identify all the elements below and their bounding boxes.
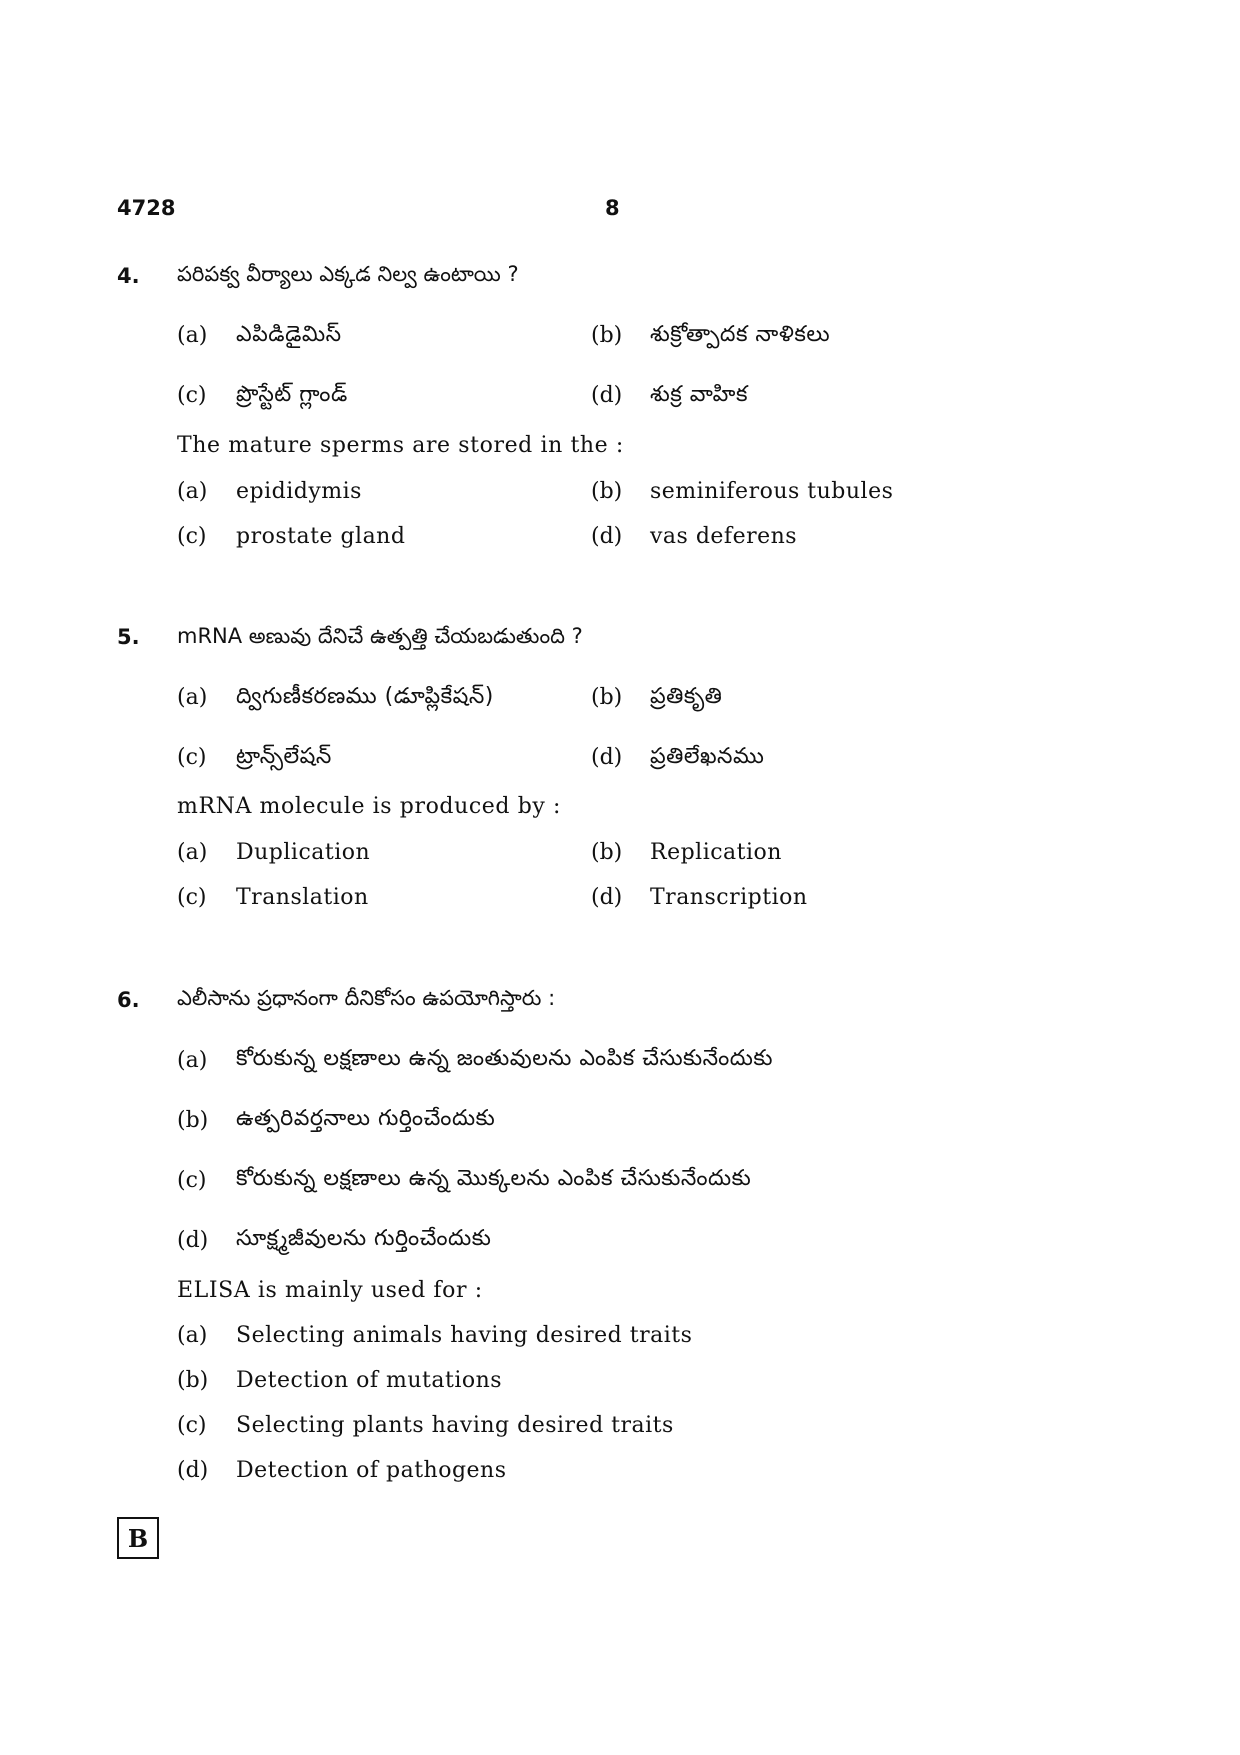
english-option-a: Selecting animals having desired traits xyxy=(236,1323,693,1348)
option-label: (b) xyxy=(591,323,623,348)
english-option-b: seminiferous tubules xyxy=(650,479,894,504)
telugu-option-a: ద్విగుణీకరణము (డూప్లికేషన్) xyxy=(236,684,494,709)
english-option-c: Translation xyxy=(236,885,369,910)
english-option-d: Transcription xyxy=(650,885,808,910)
paper-code: 4728 xyxy=(117,196,176,220)
option-label: (c) xyxy=(177,1413,207,1438)
option-label: (b) xyxy=(591,840,623,865)
question-number: 6. xyxy=(117,988,140,1012)
english-question-text: mRNA molecule is produced by : xyxy=(177,794,562,819)
option-label: (a) xyxy=(177,323,208,348)
option-label: (b) xyxy=(591,479,623,504)
english-option-c: Selecting plants having desired traits xyxy=(236,1413,674,1438)
option-label: (a) xyxy=(177,1323,208,1348)
option-label: (a) xyxy=(177,685,208,710)
telugu-option-d: సూక్ష్మజీవులను గుర్తించేందుకు xyxy=(236,1226,492,1251)
english-option-b: Replication xyxy=(650,840,782,865)
english-option-d: vas deferens xyxy=(650,524,798,549)
telugu-question-text: ఎలీసాను ప్రధానంగా దీనికోసం ఉపయోగిస్తారు : xyxy=(177,986,556,1010)
option-label: (d) xyxy=(177,1458,209,1483)
telugu-option-b: శుక్రోత్పాదక నాళికలు xyxy=(650,322,831,347)
option-label: (a) xyxy=(177,479,208,504)
telugu-option-d: శుక్ర వాహిక xyxy=(650,382,748,407)
telugu-option-a: ఎపిడిడైమిస్ xyxy=(236,322,342,347)
telugu-question-text: mRNA అణువు దేనిచే ఉత్పత్తి చేయబడుతుంది ? xyxy=(177,624,583,648)
option-label: (d) xyxy=(591,524,623,549)
telugu-option-c: కోరుకున్న లక్షణాలు ఉన్న మొక్కలను ఎంపిక చేసుకునేందుకు xyxy=(236,1166,752,1191)
option-label: (a) xyxy=(177,840,208,865)
option-label: (c) xyxy=(177,383,207,408)
option-label: (d) xyxy=(591,885,623,910)
option-label: (c) xyxy=(177,1168,207,1193)
option-label: (c) xyxy=(177,885,207,910)
telugu-option-b: ఉత్పరివర్తనాలు గుర్తించేందుకు xyxy=(236,1106,496,1131)
telugu-question-text: పరిపక్వ వీర్యాలు ఎక్కడ నిల్వ ఉంటాయి ? xyxy=(177,262,519,286)
english-option-d: Detection of pathogens xyxy=(236,1458,507,1483)
telugu-option-b: ప్రతికృతి xyxy=(650,684,723,709)
option-label: (a) xyxy=(177,1048,208,1073)
telugu-option-c: ట్రాన్స్‌లేషన్ xyxy=(236,744,332,769)
telugu-option-d: ప్రతిలేఖనము xyxy=(650,744,765,769)
option-label: (b) xyxy=(591,685,623,710)
booklet-code-box: B xyxy=(117,1517,159,1559)
page-number: 8 xyxy=(605,196,620,220)
english-question-text: ELISA is mainly used for : xyxy=(177,1278,483,1303)
english-option-a: Duplication xyxy=(236,840,371,865)
english-option-b: Detection of mutations xyxy=(236,1368,503,1393)
english-option-c: prostate gland xyxy=(236,524,406,549)
option-label: (d) xyxy=(177,1228,209,1253)
option-label: (d) xyxy=(591,745,623,770)
option-label: (c) xyxy=(177,524,207,549)
telugu-option-c: ప్రొస్టేట్ గ్లాండ్ xyxy=(236,382,348,407)
option-label: (b) xyxy=(177,1368,209,1393)
question-number: 5. xyxy=(117,625,140,649)
option-label: (b) xyxy=(177,1108,209,1133)
english-question-text: The mature sperms are stored in the : xyxy=(177,433,624,458)
option-label: (d) xyxy=(591,383,623,408)
english-option-a: epididymis xyxy=(236,479,362,504)
question-number: 4. xyxy=(117,264,140,288)
option-label: (c) xyxy=(177,745,207,770)
telugu-option-a: కోరుకున్న లక్షణాలు ఉన్న జంతువులను ఎంపిక చేసుకునేందుకు xyxy=(236,1046,773,1071)
